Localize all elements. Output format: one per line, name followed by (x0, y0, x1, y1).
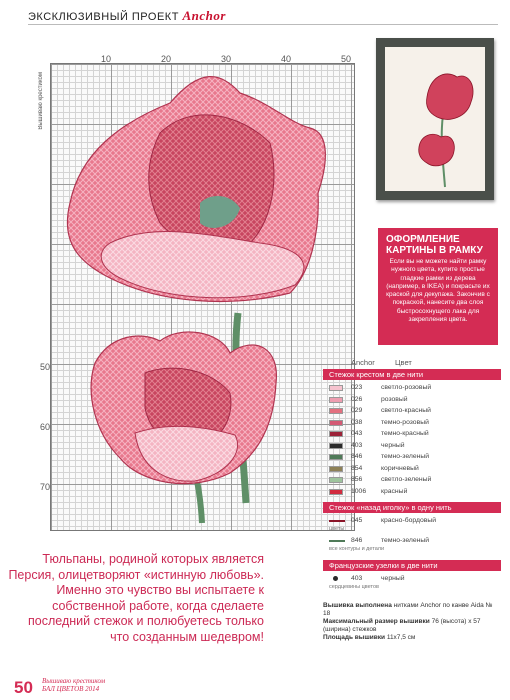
thread-legend (323, 358, 501, 658)
legend-col-anchor: Anchor (351, 358, 375, 367)
color-swatch (329, 431, 343, 437)
top-tick: 10 (101, 54, 112, 64)
left-tick: 50 (40, 362, 51, 372)
legend-row (323, 395, 501, 405)
legend-section-knots: Французские узелки в две нити (323, 560, 501, 571)
legend-number: 846 (351, 537, 363, 544)
legend-section-cross: Стежок крестом в две нити (323, 369, 501, 380)
legend-section-backstitch: Стежок «назад иголку» в одну нить (323, 502, 501, 513)
legend-row (323, 464, 501, 474)
top-tick: 20 (161, 54, 172, 64)
legend-row (323, 406, 501, 416)
info-value: 11х7,5 см (386, 634, 416, 641)
legend-row (323, 536, 501, 546)
legend-color-name: коричневый (381, 464, 419, 472)
legend-row (323, 516, 501, 526)
legend-note: все контуры и детали (329, 546, 385, 552)
legend-number: 043 (351, 430, 363, 437)
legend-note: цветы (329, 526, 345, 532)
legend-row (323, 383, 501, 393)
legend-number: 403 (351, 441, 363, 449)
header-divider (28, 24, 498, 25)
framing-tip-title: ОФОРМЛЕНИЕ КАРТИНЫ В РАМКУ (386, 234, 483, 256)
legend-info (323, 602, 501, 642)
legend-number: 854 (351, 464, 363, 472)
color-swatch (329, 454, 343, 460)
left-tick: 70 (40, 482, 51, 492)
header-prefix: ЭКСКЛЮЗИВНЫЙ ПРОЕКТ (28, 11, 179, 23)
framed-canvas (385, 47, 485, 191)
footer-issue: БАЛ ЦВЕТОВ 2014 (42, 685, 100, 693)
info-label: Вышивка выполнена (323, 602, 392, 609)
legend-number: 846 (351, 453, 363, 460)
legend-color-name: темно-розовый (381, 418, 429, 426)
page-number: 50 (14, 678, 33, 697)
tulip-chart-illustration (50, 63, 353, 529)
legend-color-name: темно-зеленый (381, 453, 430, 460)
info-label: Площадь вышивки (323, 634, 385, 641)
legend-number: 029 (351, 407, 363, 414)
header-brand: Anchor (182, 8, 226, 23)
legend-color-name: красно-бордовый (381, 517, 437, 524)
legend-row (323, 441, 501, 451)
legend-number: 403 (351, 575, 363, 582)
legend-number: 023 (351, 384, 363, 391)
color-swatch (329, 420, 343, 426)
legend-color-name: черный (381, 575, 405, 582)
color-swatch (329, 477, 343, 483)
color-swatch (329, 489, 343, 495)
info-value: нитками Anchor по канве Aida № 18 (323, 602, 493, 617)
color-swatch (329, 408, 343, 414)
info-value: 76 (высота) х 57 (ширина) стежков (323, 618, 481, 633)
legend-number: 045 (351, 517, 363, 524)
legend-col-color: Цвет (395, 358, 412, 367)
legend-row (323, 418, 501, 428)
legend-color-name: темно-зеленый (381, 537, 430, 544)
legend-row (323, 475, 501, 485)
legend-color-name: светло-красный (381, 407, 431, 414)
legend-note: сердцевины цветов (329, 584, 379, 590)
legend-number: 026 (351, 395, 363, 403)
legend-row (323, 487, 501, 497)
legend-color-name: светло-розовый (381, 384, 432, 391)
magazine-side-label: Вышиваю крестиком (38, 72, 44, 130)
color-swatch (329, 443, 343, 449)
top-tick: 40 (281, 54, 292, 64)
color-swatch (329, 397, 343, 403)
footer-brand (42, 677, 105, 693)
top-tick: 50 (341, 54, 352, 64)
backstitch-swatch (329, 540, 345, 542)
legend-color-name: светло-зеленый (381, 476, 432, 483)
legend-color-name: розовый (381, 395, 408, 403)
legend-row (323, 452, 501, 462)
intro-quote: Тюльпаны, родиной которых является Персия, олицетворяют «истинную любовь». Именно это чувство вы испытаете к собственной работе, когда сделаете последний стежок и полюбуетесь только что созданным шедевром! (8, 552, 264, 644)
legend-number: 856 (351, 476, 363, 483)
legend-row (323, 429, 501, 439)
legend-row (323, 574, 501, 584)
legend-color-name: темно-красный (381, 430, 429, 437)
info-label: Максимальный размер вышивки (323, 618, 430, 625)
framed-picture (376, 38, 494, 200)
footer-brand-name: Вышиваю крестиком (42, 677, 106, 685)
framing-tip-text: Если вы не можете найти рамку нужного цвета, купите простые гладкие рамки из дерева (например, в IKEA) и покрасьте их краской для декупажа. Закончив с покраской, нанесите два слоя быстросохнущего лака для закрепления цвета. (386, 258, 490, 324)
framing-tip-box (378, 228, 498, 345)
color-swatch (329, 466, 343, 472)
color-swatch (329, 385, 343, 391)
backstitch-swatch (329, 520, 345, 522)
framed-tulips-image (385, 47, 485, 191)
legend-number: 1006 (351, 487, 367, 495)
legend-color-name: красный (381, 487, 408, 495)
header (28, 8, 226, 24)
top-tick: 30 (221, 54, 232, 64)
knot-swatch (333, 576, 338, 581)
left-tick: 60 (40, 422, 51, 432)
legend-number: 038 (351, 418, 363, 426)
legend-color-name: черный (381, 441, 405, 449)
